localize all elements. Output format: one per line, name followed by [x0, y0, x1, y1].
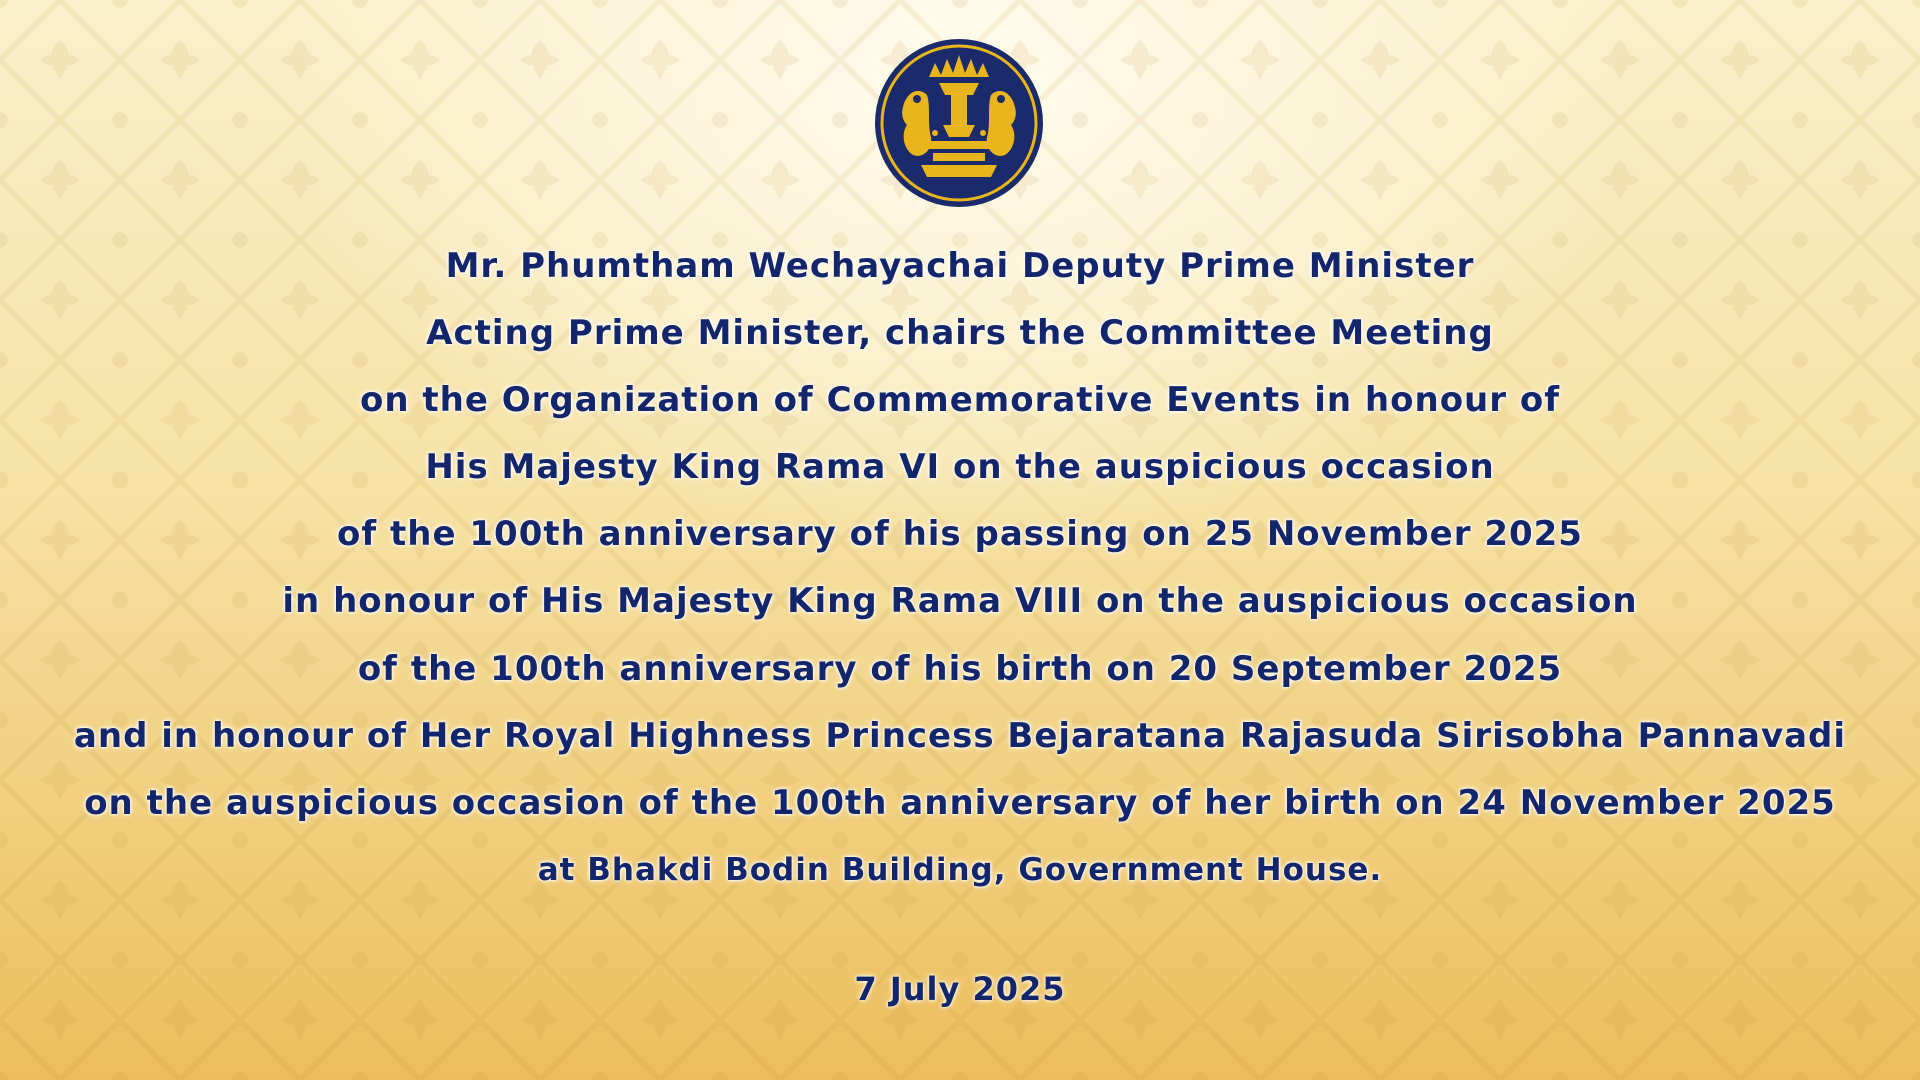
thai-government-seal-icon: [873, 37, 1045, 209]
announcement-line: of the 100th anniversary of his birth on 20 September 2025: [357, 648, 1563, 689]
announcement-text: [60, 233, 1860, 904]
announcement-line: of the 100th anniversary of his passing on 25 November 2025: [337, 514, 1583, 555]
announcement-line: and in honour of Her Royal Highness Princess Bejaratana Rajasuda Sirisobha Pannavadi: [73, 715, 1847, 756]
announcement-line: Mr. Phumtham Wechayachai Deputy Prime Minister: [445, 246, 1475, 286]
announcement-line: His Majesty King Rama VI on the auspicious occasion: [425, 447, 1495, 488]
announcement-line: on the Organization of Commemorative Events in honour of: [359, 380, 1561, 421]
announcement-line: Acting Prime Minister, chairs the Committee Meeting: [426, 313, 1494, 354]
announcement-location-line: at Bhakdi Bodin Building, Government House.: [537, 851, 1383, 888]
announcement-date: 7 July 2025: [854, 970, 1066, 1008]
announcement-line: on the auspicious occasion of the 100th anniversary of her birth on 24 November 2025: [84, 782, 1836, 823]
announcement-line: in honour of His Majesty King Rama VIII on the auspicious occasion: [282, 581, 1638, 622]
